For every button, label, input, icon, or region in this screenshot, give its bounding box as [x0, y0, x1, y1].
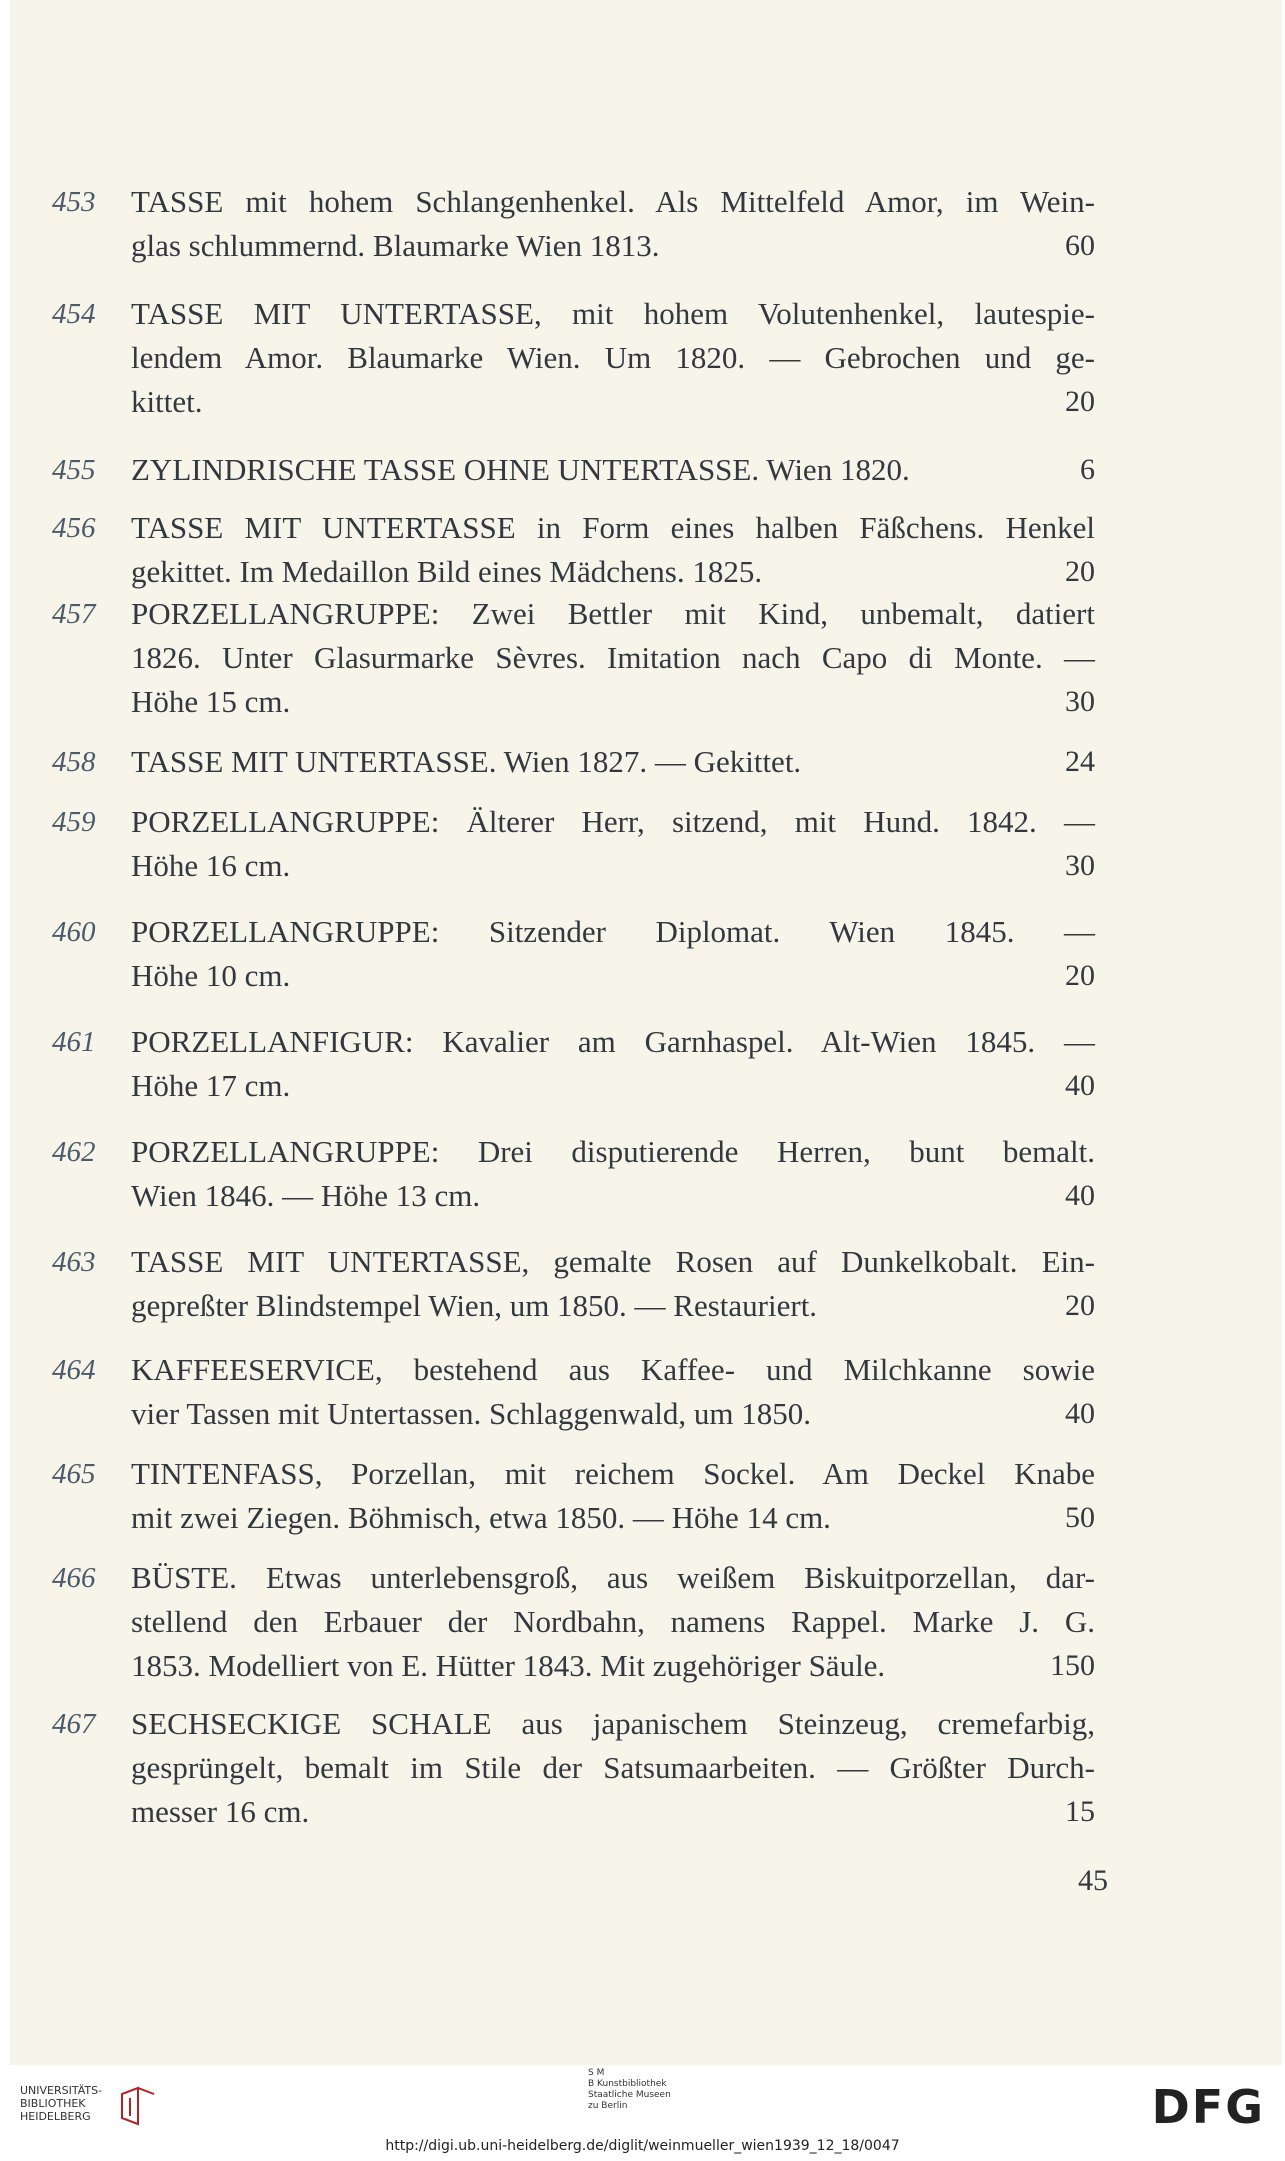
entry-text-line: 1826. Unter Glasurmarke Sèvres. Imitation nach Capo di Monte. — [131, 640, 1095, 675]
source-url-link[interactable]: http://digi.ub.uni-heidelberg.de/diglit/weinmueller_wien1939_12_18/0047 [385, 2138, 900, 2154]
entry-number: 458 [52, 746, 96, 778]
entry-text-line: Wien 1846. — Höhe 13 cm. [131, 1178, 481, 1213]
entry-text-line: lendem Amor. Blaumarke Wien. Um 1820. — Gebrochen und ge- [131, 340, 1095, 375]
entry-price: 20 [1065, 959, 1095, 992]
entry-number: 455 [52, 454, 96, 486]
entry-text-line: TASSE MIT UNTERTASSE, mit hohem Volutenhenkel, lautespie- [131, 296, 1095, 331]
entry-text-line: Höhe 17 cm. [131, 1068, 291, 1103]
page-number: 45 [1078, 1864, 1108, 1897]
entry-text-line: Höhe 16 cm. [131, 848, 291, 883]
entry-price: 24 [1065, 745, 1095, 778]
entry-text-line: PORZELLANGRUPPE: Drei disputierende Herren, bunt bemalt. [131, 1134, 1095, 1169]
entry-text-line: vier Tassen mit Untertassen. Schlaggenwald, um 1850. [131, 1396, 811, 1431]
entry-number: 467 [52, 1708, 96, 1740]
entry-number: 461 [52, 1026, 96, 1058]
entry-number: 459 [52, 806, 96, 838]
entry-text-line: mit zwei Ziegen. Böhmisch, etwa 1850. — Höhe 14 cm. [131, 1500, 831, 1535]
university-line: BIBLIOTHEK [20, 2097, 86, 2110]
entry-text-line: KAFFEESERVICE, bestehend aus Kaffee- und Milchkanne sowie [131, 1352, 1095, 1387]
entry-text-line: Höhe 15 cm. [131, 684, 291, 719]
entry-price: 50 [1065, 1501, 1095, 1534]
museum-line: zu Berlin [588, 2101, 628, 2111]
entry-price: 6 [1080, 453, 1095, 486]
entry-number: 466 [52, 1562, 96, 1594]
entry-number: 462 [52, 1136, 96, 1168]
entry-number: 464 [52, 1354, 96, 1386]
entry-text-line: messer 16 cm. [131, 1794, 310, 1829]
entry-text-line: Höhe 10 cm. [131, 958, 291, 993]
entry-price: 30 [1065, 685, 1095, 718]
entry-number: 456 [52, 512, 96, 544]
entry-text-line: PORZELLANGRUPPE: Sitzender Diplomat. Wien 1845. — [131, 914, 1095, 949]
entry-text-line: TASSE MIT UNTERTASSE. Wien 1827. — Gekittet. [131, 744, 802, 779]
entry-text-line: gekittet. Im Medaillon Bild eines Mädchens. 1825. [131, 554, 763, 589]
museum-line: S M [588, 2068, 605, 2078]
entry-price: 20 [1065, 1289, 1095, 1322]
museum-line: B Kunstbibliothek [588, 2079, 667, 2089]
entry-price: 40 [1065, 1179, 1095, 1212]
entry-text-line: TASSE mit hohem Schlangenhenkel. Als Mittelfeld Amor, im Wein- [131, 184, 1095, 219]
university-logo-icon [118, 2084, 158, 2128]
entry-price: 20 [1065, 555, 1095, 588]
entry-text-line: TASSE MIT UNTERTASSE in Form eines halben Fäßchens. Henkel [131, 510, 1095, 545]
entry-text-line: ZYLINDRISCHE TASSE OHNE UNTERTASSE. Wien 1820. [131, 452, 910, 487]
entry-text-line: gepreßter Blindstempel Wien, um 1850. — Restauriert. [131, 1288, 818, 1323]
entry-price: 20 [1065, 385, 1095, 418]
entry-price: 40 [1065, 1397, 1095, 1430]
entry-text-line: 1853. Modelliert von E. Hütter 1843. Mit zugehöriger Säule. [131, 1648, 886, 1683]
entry-text-line: glas schlummernd. Blaumarke Wien 1813. [131, 228, 660, 263]
entry-number: 460 [52, 916, 96, 948]
entry-text-line: gesprüngelt, bemalt im Stile der Satsumaarbeiten. — Größter Durch- [131, 1750, 1095, 1785]
entry-text-line: BÜSTE. Etwas unterlebensgroß, aus weißem Biskuitporzellan, dar- [131, 1560, 1095, 1595]
university-line: UNIVERSITÄTS- [20, 2084, 103, 2097]
university-library-label [20, 2084, 102, 2123]
entry-text-line: stellend den Erbauer der Nordbahn, namens Rappel. Marke J. G. [131, 1604, 1095, 1639]
entry-text-line: PORZELLANFIGUR: Kavalier am Garnhaspel. Alt-Wien 1845. — [131, 1024, 1095, 1059]
university-line: HEIDELBERG [20, 2110, 91, 2123]
entry-number: 457 [52, 598, 96, 630]
footer-bar [0, 2066, 1285, 2161]
entry-number: 463 [52, 1246, 96, 1278]
entry-price: 60 [1065, 229, 1095, 262]
entry-number: 454 [52, 298, 96, 330]
dfg-logo: DFG [1151, 2080, 1265, 2134]
museum-line: Staatliche Museen [588, 2090, 671, 2100]
entry-text-line: SECHSECKIGE SCHALE aus japanischem Steinzeug, cremefarbig, [131, 1706, 1095, 1741]
entry-price: 150 [1050, 1649, 1095, 1682]
entry-price: 15 [1065, 1795, 1095, 1828]
museum-label [588, 2068, 671, 2112]
entry-text-line: TINTENFASS, Porzellan, mit reichem Sockel. Am Deckel Knabe [131, 1456, 1095, 1491]
entry-number: 465 [52, 1458, 96, 1490]
entry-number: 453 [52, 186, 96, 218]
entry-text-line: kittet. [131, 384, 203, 419]
entry-text-line: PORZELLANGRUPPE: Älterer Herr, sitzend, mit Hund. 1842. — [131, 804, 1095, 839]
entry-text-line: TASSE MIT UNTERTASSE, gemalte Rosen auf Dunkelkobalt. Ein- [131, 1244, 1095, 1279]
entry-price: 30 [1065, 849, 1095, 882]
entry-price: 40 [1065, 1069, 1095, 1102]
entry-text-line: PORZELLANGRUPPE: Zwei Bettler mit Kind, unbemalt, datiert [131, 596, 1095, 631]
